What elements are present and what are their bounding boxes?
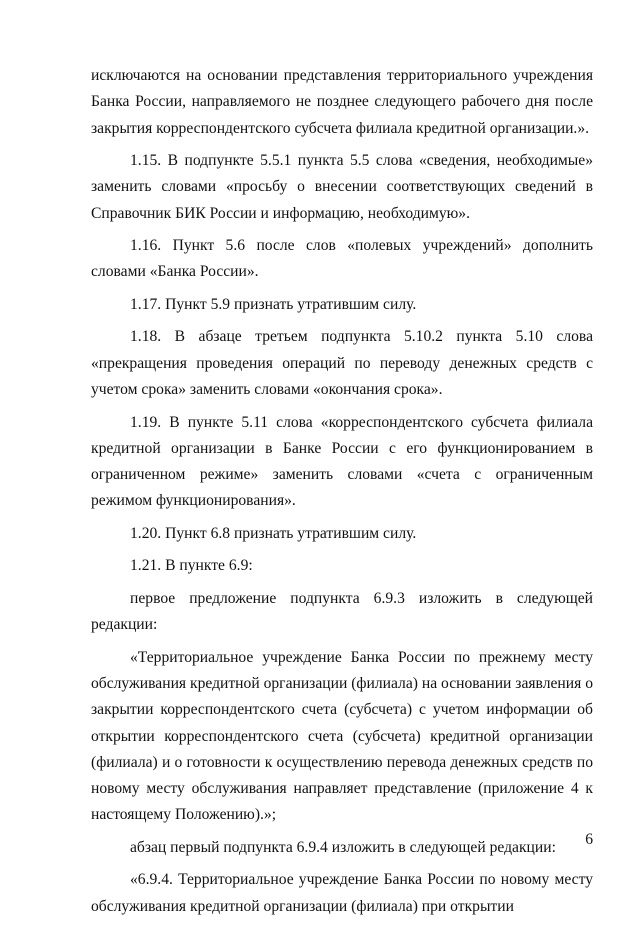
document-body	[91, 63, 593, 926]
paragraph-6-9-4-quote: «6.9.4. Территориальное учреждение Банка России по новому месту обслуживания кредитной организации (филиала) при открытии	[91, 871, 593, 915]
paragraph-1-17: 1.17. Пункт 5.9 признать утратившим силу.	[130, 295, 417, 313]
paragraph-1-21: 1.21. В пункте 6.9:	[130, 557, 253, 575]
paragraph-6-9-3-quote: «Территориальное учреждение Банка России по прежнему месту обслуживания кредитной организации (филиала) на основании заявления о закрытии корреспондентского счета (субсчета) с учетом информации об открытии корреспондентского счета (субсчета) кредитной организации (филиала) и о готовности к осуществлению перевода денежных средств по новому месту обслуживания направляет представление (приложение 4 к настоящему Положению).»;	[91, 648, 593, 824]
paragraph-1-16: 1.16. Пункт 5.6 после слов «полевых учреждений» дополнить словами «Банка России».	[91, 237, 593, 281]
paragraph-continuation: исключаются на основании представления территориального учреждения Банка России, направляемого не позднее следующего рабочего дня после закрытия корреспондентского субсчета филиала кредитной организации.».	[91, 67, 593, 137]
paragraph-1-15: 1.15. В подпункте 5.5.1 пункта 5.5 слова «сведения, необходимые» заменить словами «просьбу о внесении соответствующих сведений в Справочник БИК России и информацию, необходимую».	[91, 152, 593, 222]
paragraph-6-9-3-intro: первое предложение подпункта 6.9.3 изложить в следующей редакции:	[91, 589, 593, 634]
page-number: 6	[585, 831, 593, 848]
paragraph-1-20: 1.20. Пункт 6.8 признать утратившим силу.	[130, 524, 417, 542]
paragraph-6-9-4-intro: абзац первый подпункта 6.9.4 изложить в следующей редакции:	[130, 838, 556, 856]
paragraph-1-18: 1.18. В абзаце третьем подпункта 5.10.2 пункта 5.10 слова «прекращения проведения операций по переводу денежных средств с учетом срока» заменить словами «окончания срока».	[91, 328, 593, 399]
paragraph-1-19: 1.19. В пункте 5.11 слова «корреспондентского субсчета филиала кредитной организации в Банке России с его функционированием в ограниченном режиме» заменить словами «счета с ограниченным режимом функционирования».	[91, 413, 593, 510]
